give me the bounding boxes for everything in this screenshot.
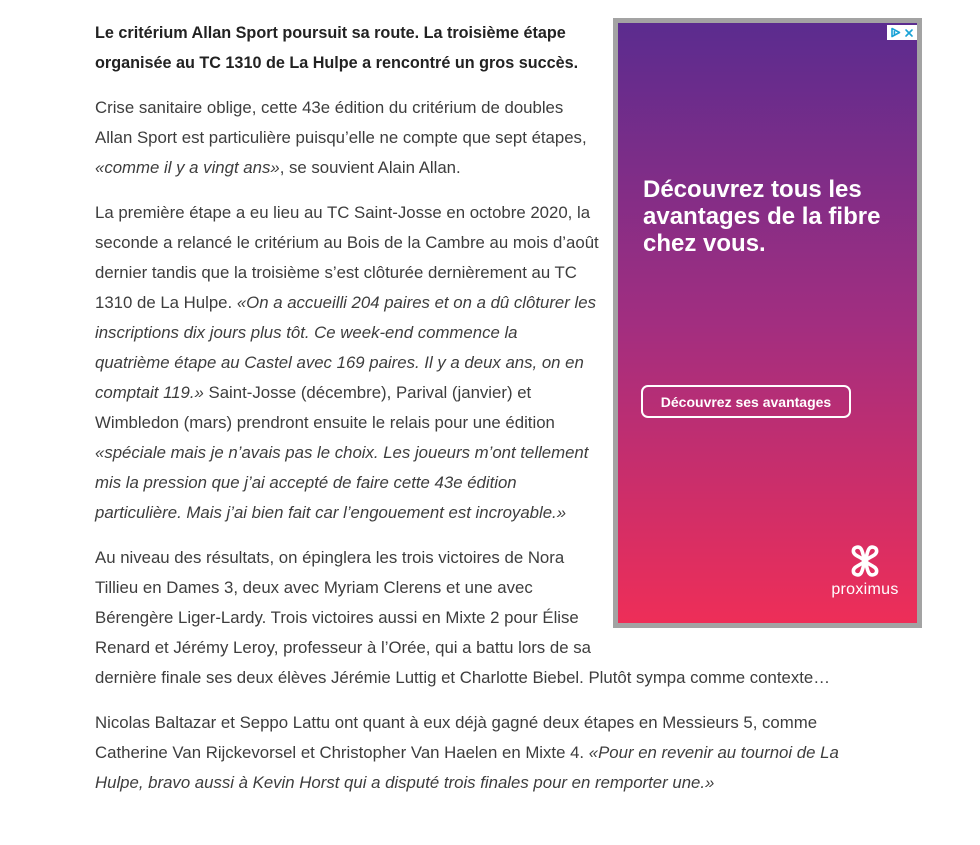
body-text: organisée au TC 1310 de La Hulpe a rencontré un gros succès. <box>95 54 579 72</box>
body-text: Crise sanitaire oblige, cette 43e édition du critérium de doubles <box>95 98 564 117</box>
article-line <box>95 708 865 738</box>
body-text: Le critérium Allan Sport poursuit sa route. La troisième étape <box>95 24 566 42</box>
body-text: Nicolas Baltazar et Seppo Lattu ont quant à eux déjà gagné deux étapes en Messieurs 5, comme <box>95 713 818 732</box>
body-text: Au niveau des résultats, on épinglera les trois victoires de Nora <box>95 548 565 567</box>
body-text: dernier tandis que la troisième s’est clôturée dernièrement au TC <box>95 263 577 282</box>
ad-frame <box>613 18 922 628</box>
quote-text: quatrième étape au Castel avec 169 paires. Il y a deux ans, on en <box>95 353 584 372</box>
quote-text: mis la pression que j’ai accepté de faire cette 43e édition <box>95 473 517 492</box>
body-text: dernière finale ses deux élèves Jérémie Luttig et Charlotte Biebel. Plutôt sympa comme contexte… <box>95 668 831 687</box>
quote-text: «On a accueilli 204 paires et on a dû clôturer les <box>236 293 596 312</box>
article-paragraph <box>95 708 865 798</box>
body-text: , se souvient Alain Allan. <box>279 158 461 177</box>
ad-headline-line: chez vous. <box>643 230 766 257</box>
body-text: Tillieu en Dames 3, deux avec Myriam Clerens et une avec <box>95 578 533 597</box>
body-text: Saint-Josse (décembre), Parival (janvier) et <box>203 383 532 402</box>
proximus-logo-icon <box>847 543 883 579</box>
article-line <box>95 633 865 663</box>
article-line <box>95 663 865 693</box>
body-text: Allan Sport est particulière puisqu’elle ne compte que sept étapes, <box>95 128 587 147</box>
adchoices-badge[interactable] <box>887 25 917 40</box>
body-text: Renard et Jérémy Leroy, professeur à l’Orée, qui a battu lors de sa <box>95 638 591 657</box>
body-text: 1310 de La Hulpe. <box>95 293 237 312</box>
close-icon[interactable] <box>904 28 914 38</box>
quote-text: inscriptions dix jours plus tôt. Ce week-end commence la <box>95 323 518 342</box>
quote-text: «spéciale mais je n’avais pas le choix. Les joueurs m’ont tellement <box>95 443 589 462</box>
advertisement-banner[interactable] <box>618 23 917 623</box>
body-text: Wimbledon (mars) prendront ensuite le relais pour une édition <box>95 413 555 432</box>
article-line <box>95 738 865 768</box>
body-text: Catherine Van Rijckevorsel et Christopher Van Haelen en Mixte 4. <box>95 743 589 762</box>
brand-name: proximus <box>831 581 899 598</box>
body-text: Bérengère Liger-Lardy. Trois victoires aussi en Mixte 2 pour Élise <box>95 608 579 627</box>
body-text: La première étape a eu lieu au TC Saint-Josse en octobre 2020, la <box>95 203 591 222</box>
ad-headline-line: avantages de la fibre <box>643 203 881 230</box>
discover-advantages-button[interactable]: Découvrez ses avantages <box>641 385 851 418</box>
body-text: seconde a relancé le critérium au Bois de la Cambre au mois d’août <box>95 233 599 252</box>
adchoices-icon[interactable] <box>890 27 901 38</box>
ad-headline <box>643 176 880 257</box>
quote-text: particulière. Mais j’ai bien fait car l’engouement est incroyable.» <box>95 503 567 522</box>
ad-headline-line: Découvrez tous les <box>643 176 862 203</box>
quote-text: comptait 119.» <box>95 383 204 402</box>
quote-text: «comme il y a vingt ans» <box>95 158 280 177</box>
quote-text: Hulpe, bravo aussi à Kevin Horst qui a disputé trois finales pour en remporter une.» <box>95 773 715 792</box>
quote-text: «Pour en revenir au tournoi de La <box>588 743 839 762</box>
article-line <box>95 768 865 798</box>
brand-logo <box>825 543 905 599</box>
